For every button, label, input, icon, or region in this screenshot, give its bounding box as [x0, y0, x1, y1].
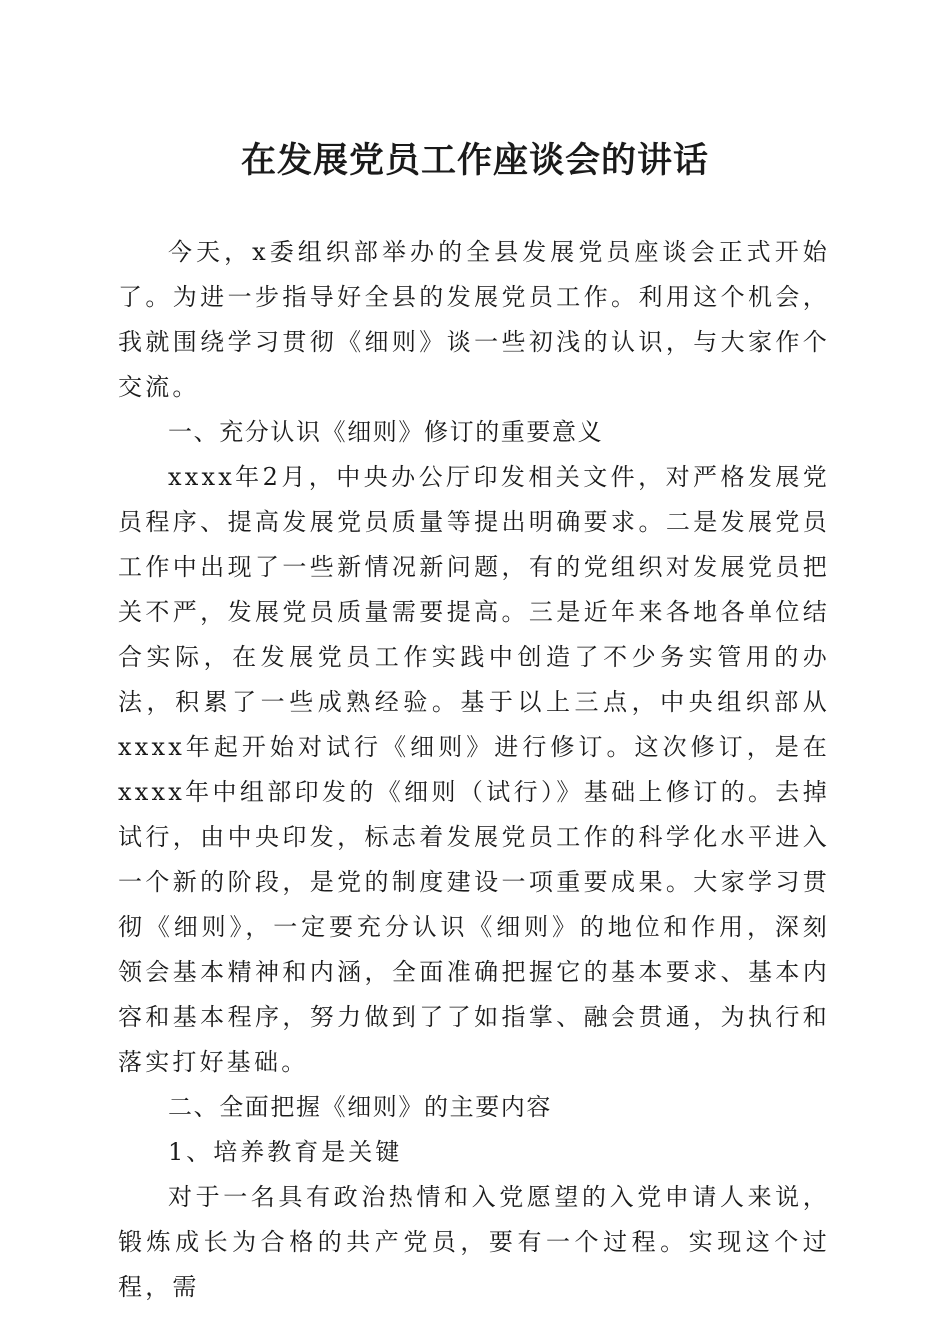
section-1-heading: 一、充分认识《细则》修订的重要意义: [168, 418, 604, 446]
document-title: 在发展党员工作座谈会的讲话: [240, 140, 709, 181]
section-1-paragraph: xxxx年2月，中央办公厅印发相关文件，对严格发展党员程序、提高发展党员质量等提出明确要求。二是发展党员工作中出现了一些新情况新问题，有的党组织对发展党员把关不严，发展党员质量需要提高。三是近年来各地各单位结合实际，在发展党员工作实践中创造了不少务实管用的办法，积累了一些成熟经验。基于以上三点，中央组织部从xxxx年起开始对试行《细则》进行修订。这次修订，是在xxxx年中组部印发的《细则（试行）》基础上修订的。去掉试行，由中央印发，标志着发展党员工作的科学化水平进入一个新的阶段，是党的制度建设一项重要成果。大家学习贯彻《细则》，一定要充分认识《细则》的地位和作用，深刻领会基本精神和内涵，全面准确把握它的基本要求、基本内容和基本程序，努力做到了了如指掌、融会贯通，为执行和落实打好基础。: [118, 463, 830, 1076]
document-body: [118, 230, 830, 1310]
section-2-heading: 二、全面把握《细则》的主要内容: [168, 1093, 552, 1121]
section-2-paragraph: 对于一名具有政治热情和入党愿望的入党申请人来说，锻炼成长为合格的共产党员，要有一个过程。实现这个过程，需: [118, 1183, 830, 1301]
section-2-subheading-1: 1、培养教育是关键: [168, 1138, 403, 1166]
intro-paragraph: 今天，x委组织部举办的全县发展党员座谈会正式开始了。为进一步指导好全县的发展党员工作。利用这个机会，我就围绕学习贯彻《细则》谈一些初浅的认识，与大家作个交流。: [118, 238, 830, 401]
